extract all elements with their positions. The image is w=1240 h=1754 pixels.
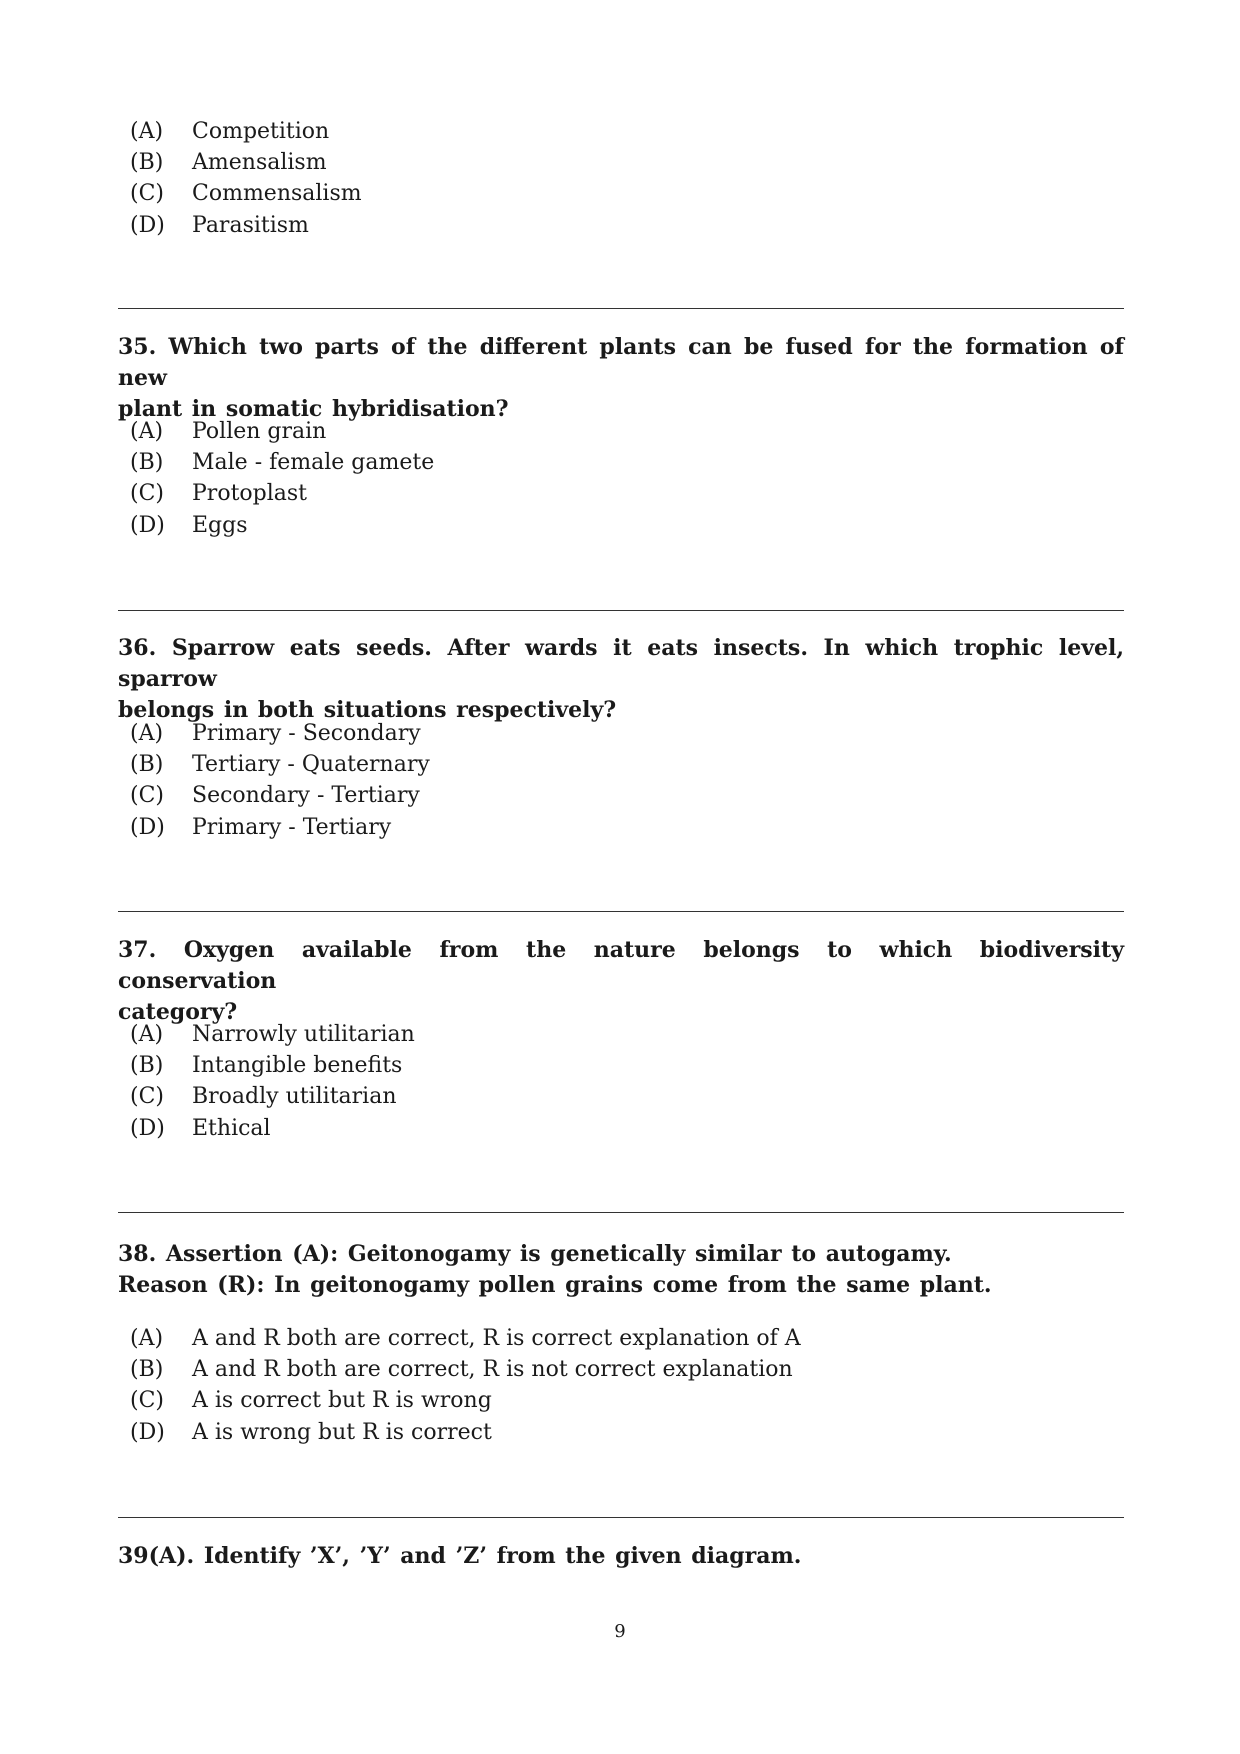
divider — [118, 911, 1124, 912]
question-35: 35. Which two parts of the different plants can be fused for the formation of new plant in somatic hybridisation? — [118, 334, 1124, 422]
q38-option-a: (A) A and R both are correct, R is correct explanation of A — [130, 1326, 801, 1352]
q37-options — [130, 1019, 415, 1144]
q34-option-d: (D) Parasitism — [130, 212, 309, 238]
q37-option-c: (C) Broadly utilitarian — [130, 1084, 397, 1110]
q38-option-d: (D) A is wrong but R is correct — [130, 1419, 492, 1445]
divider — [118, 308, 1124, 309]
divider — [118, 1517, 1124, 1518]
question-39a: 39(A). Identify ’X’, ’Y’ and ’Z’ from the given diagram. — [118, 1543, 802, 1569]
page-number: 9 — [614, 1621, 626, 1642]
q36-option-d: (D) Primary - Tertiary — [130, 814, 392, 840]
q34-option-a: (A) Competition — [130, 119, 330, 145]
q36-option-a: (A) Primary - Secondary — [130, 721, 421, 747]
q37-option-d: (D) Ethical — [130, 1115, 271, 1141]
q35-option-a: (A) Pollen grain — [130, 419, 327, 445]
question-38: 38. Assertion (A): Geitonogamy is genetically similar to autogamy. Reason (R): In geitonogamy pollen grains come from the same plant. — [118, 1241, 992, 1298]
q37-option-b: (B) Intangible benefits — [130, 1053, 403, 1079]
q35-option-c: (C) Protoplast — [130, 481, 308, 507]
q38-option-b: (B) A and R both are correct, R is not correct explanation — [130, 1357, 793, 1383]
divider — [118, 1212, 1124, 1213]
divider — [118, 610, 1124, 611]
q38-options — [130, 1323, 801, 1448]
q35-options — [130, 416, 434, 541]
q36-option-b: (B) Tertiary - Quaternary — [130, 752, 430, 778]
question-37: 37. Oxygen available from the nature belongs to which biodiversity conservation category? — [118, 937, 1124, 1025]
question-36: 36. Sparrow eats seeds. After wards it eats insects. In which trophic level, sparrow belongs in both situations respectively? — [118, 635, 1124, 723]
q34-options — [130, 116, 362, 241]
q37-option-a: (A) Narrowly utilitarian — [130, 1022, 415, 1048]
q36-options — [130, 718, 430, 843]
q35-option-b: (B) Male - female gamete — [130, 450, 435, 476]
q35-option-d: (D) Eggs — [130, 512, 248, 538]
q38-option-c: (C) A is correct but R is wrong — [130, 1388, 492, 1414]
q34-option-c: (C) Commensalism — [130, 181, 362, 207]
q36-option-c: (C) Secondary - Tertiary — [130, 783, 420, 809]
q34-option-b: (B) Amensalism — [130, 150, 327, 176]
